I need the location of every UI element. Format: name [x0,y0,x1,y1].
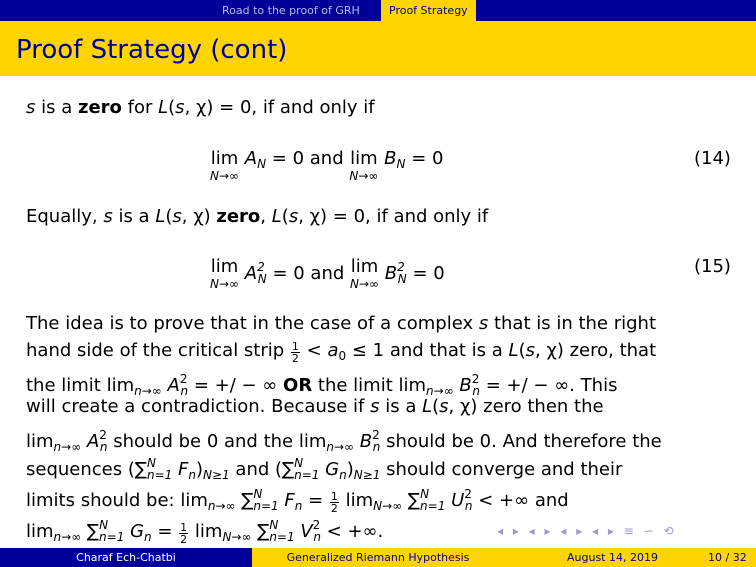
frame-title: Proof Strategy (cont) [16,35,288,65]
footer-title: Generalized Riemann Hypothesis [252,548,504,567]
footer-bar [0,548,756,567]
nav-section-link[interactable]: Road to the proof of GRH [222,4,360,17]
statement-zero: s is a zero for L(s, χ) = 0, if and only if [26,97,375,118]
paragraph-line-7: limits should be: $\lim_{n\to\infty} \sum^N_{n=1}$ $F_n$ = $\frac{1}{2}$ $\lim_{N\to\infty} \sum^N_{n=1}$ $U^2_n$ < +∞ and [26,487,569,515]
equation-15: lim N→∞ $A^2_N = 0$ and lim N→∞ $B^2_N = 0$ [210,256,445,291]
equation-14: lim N→∞ $A_N = 0$ and lim N→∞ $B_N = 0$ [210,148,444,183]
footer-author: Charaf Ech-Chatbi [0,548,252,567]
paragraph-line-8: $\lim_{n\to\infty} \sum^N_{n=1}$ $G_n$ = $\frac{1}{2}$ $\lim_{N\to\infty} \sum^N_{n=1}$ $V^2_n$ < +∞. [26,518,384,546]
paragraph-line-1: The idea is to prove that in the case of a complex s that is in the right [26,313,657,334]
paragraph-line-2: hand side of the critical strip $\frac{1}{2}$ < $a_0 \le 1$ and that is a L(s, χ) zero, that [26,340,657,365]
paragraph-line-6: sequences (∑$^N_{n=1}$ $F_n)_{N\ge 1}$ and (∑$^N_{n=1}$ $G_n)_{N\ge 1}$ should converge and their [26,456,623,482]
paragraph-line-3: the limit $\lim_{n\to\infty} A^2_n$ = +/ − ∞ OR the limit $\lim_{n\to\infty} B^2_n$ = +/ − ∞. This [26,372,618,398]
paragraph-line-5: $\lim_{n\to\infty} A^2_n$ should be 0 and the $\lim_{n\to\infty} B^2_n$ should be 0. And therefore the [26,428,662,454]
footer-right [504,548,756,567]
equation-number-15: (15) [694,256,731,277]
equation-number-14: (14) [694,148,731,169]
footer-date: August 14, 2019 [567,551,658,564]
beamer-navigation-icons[interactable]: ◂ ▸ ◂ ▸ ◂ ▸ ◂ ▸ ≡ ∽ ⟲ [497,524,677,538]
statement-equally: Equally, s is a L(s, χ) zero, L(s, χ) = 0, if and only if [26,206,489,227]
nav-subsection-link[interactable]: Proof Strategy [381,0,476,21]
paragraph-line-4: will create a contradiction. Because if s is a L(s, χ) zero then the [26,396,604,417]
footer-page-number: 10 / 32 [708,551,747,564]
header-nav-bar [0,0,756,21]
